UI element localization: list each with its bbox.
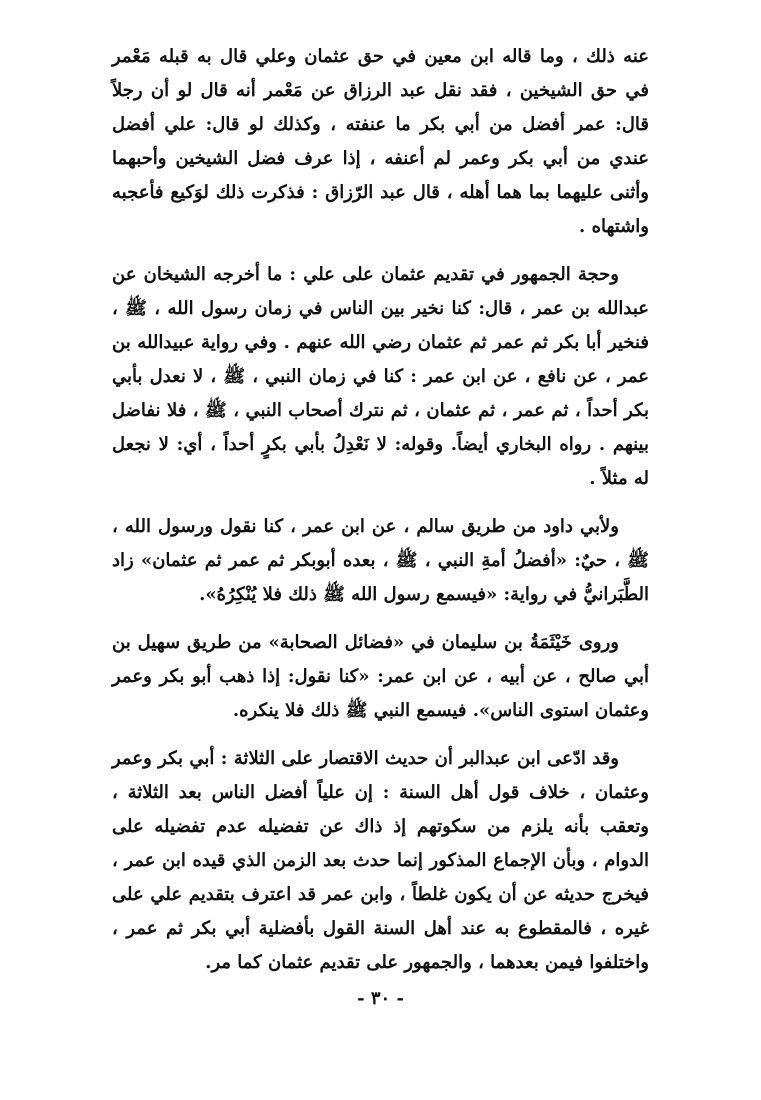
paragraph-5: وقد ادّعى ابن عبدالبر أن حديث الاقتصار على الثلاثة : أبي بكر وعمر وعثمان ، خلاف قول أهل السنة : إن علياً أفضل الناس بعد الثلاثة ، وتعقب بأنه يلزم من سكوتهم إذ ذاك عن تفضيله عدم تفضيله على الدوام ، وبأن الإجماع المذكور إنما حدث بعد الزمن الذي قيده ابن عمر ، فيخرج حديثه عن أن يكون غلطاً ، وابن عمر قد اعترف بتقديم علي على غيره ، فالمقطوع به عند أهل السنة القول بأفضلية أبي بكر ثم عمر ، واختلفوا فيمن بعدهما ، والجمهور على تقديم عثمان كما مر. [112,748,649,973]
paragraph-2: وحجة الجمهور في تقديم عثمان على علي : ما أخرجه الشيخان عن عبدالله بن عمر ، قال: كنا نخير بين الناس في زمان رسول الله ، ﷺ ، فنخير أبا بكر ثم عمر ثم عثمان رضي الله عنهم . وفي رواية عبيدالله بن عمر ، عن نافع ، عن ابن عمر : كنا في زمان النبي ، ﷺ ، لا نعدل بأبي بكر أحداً ، ثم عمر ، ثم عثمان ، ثم نترك أصحاب النبي ، ﷺ ، فلا نفاضل بينهم . رواه البخاري أيضاً. وقوله: لا نَعْدِلُ بأبي بكرٍ أحداً ، أي: لا نجعل له مثلاً . [112,264,649,489]
body-text [112,40,649,980]
page-number: - ٣٠ - [357,988,404,1009]
paragraph-1: عنه ذلك ، وما قاله ابن معين في حق عثمان وعلي قال به قبله مَعْمر في حق الشيخين ، فقد نقل عبد الرزاق عن مَعْمر أنه قال لو أن رجلاً قال: عمر أفضل من أبي بكر ما عنفته ، وكذلك لو قال: علي أفضل عندي من أبي بكر وعمر لم أعنفه ، إذا عرف فضل الشيخين وأحبهما وأثنى عليهما بما هما أهله ، قال عبد الرّزاق : فذكرت ذلك لوَكيع فأعجبه واشتهاه . [112,46,649,237]
paragraph-3: ولأبي داود من طريق سالم ، عن ابن عمر ، كنا نقول ورسول الله ، ﷺ ، حيٌ: «أفضلُ أمةِ النبي ، ﷺ ، بعده أبوبكر ثم عمر ثم عثمان» زاد الطَّبَرانيُّ في رواية: «فيسمع رسول الله ﷺ ذلك فلا يُنْكِرُهُ». [112,516,649,605]
paragraph-4: وروى خَيْثَمَةُ بن سليمان في «فضائل الصحابة» من طريق سهيل بن أبي صالح ، عن أبيه ، عن ابن عمر: «كنا نقول: إذا ذهب أبو بكر وعمر وعثمان استوى الناس». فيسمع النبي ﷺ ذلك فلا ينكره. [112,632,649,721]
